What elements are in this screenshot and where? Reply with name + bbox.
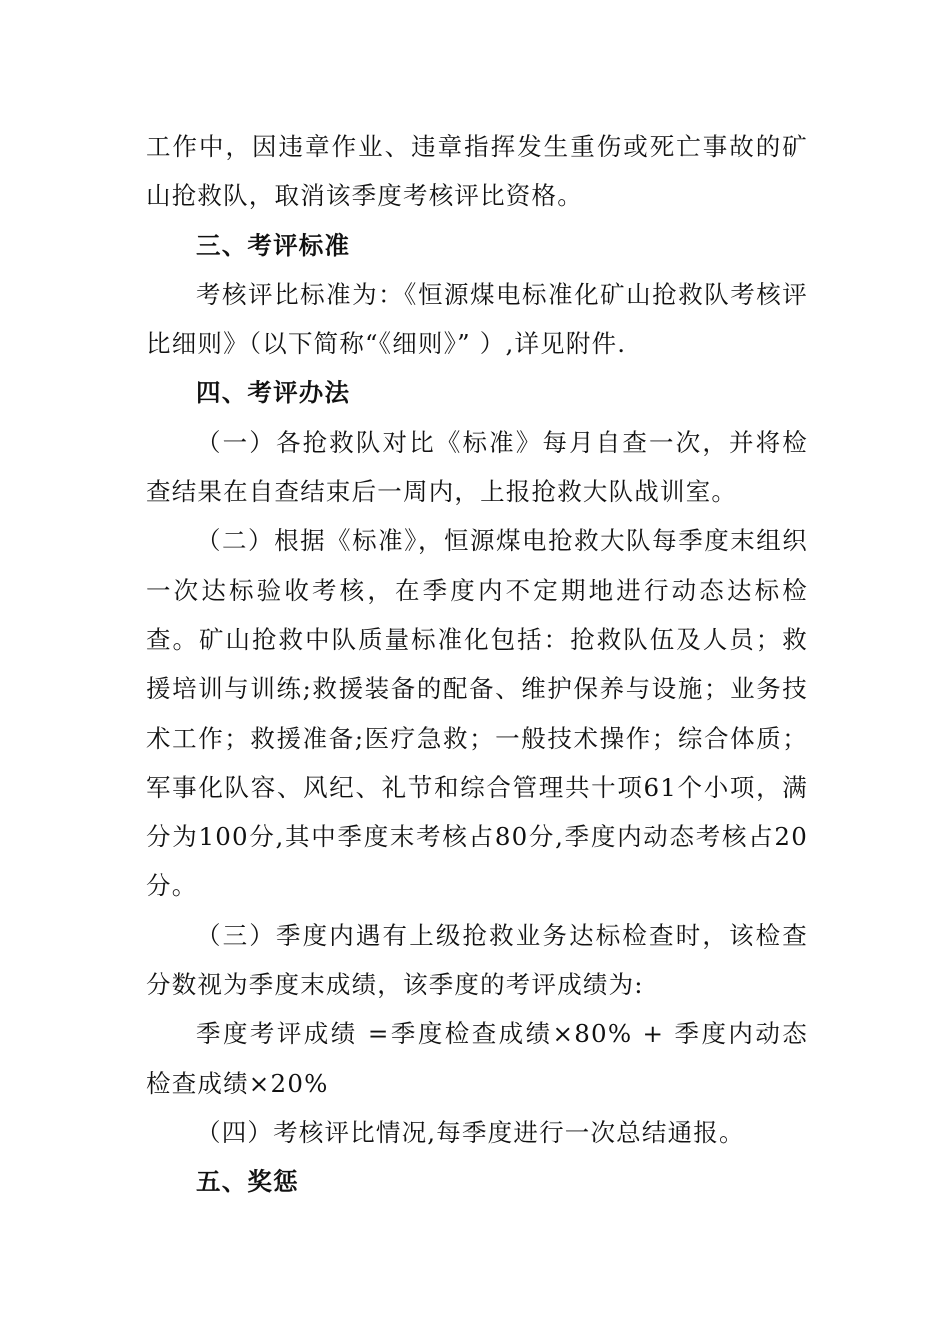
paragraph-standard: 考核评比标准为：《恒源煤电标准化矿山抢救队考核评比细则》（以下简称“《细则》” ）,详见附件.	[146, 279, 808, 359]
paragraph-method-4: （四）考核评比情况,每季度进行一次总结通报。	[196, 1117, 745, 1147]
section-heading-rewards-penalties: 五、奖惩	[196, 1167, 299, 1197]
paragraph-score-formula: 季度考评成绩 =季度检查成绩×80% + 季度内动态检查成绩×20%	[146, 1019, 808, 1098]
paragraph-method-3: （三）季度内遇有上级抢救业务达标检查时，该检查分数视为季度末成绩，该季度的考评成绩为:	[146, 920, 808, 1000]
document-page	[146, 122, 808, 1207]
section-heading-evaluation-method: 四、考评办法	[196, 378, 351, 408]
paragraph-method-1: （一）各抢救队对比《标准》每月自查一次，并将检查结果在自查结束后一周内，上报抢救大队战训室。	[146, 427, 808, 507]
paragraph-disqualification: 工作中，因违章作业、违章指挥发生重伤或死亡事故的矿山抢救队，取消该季度考核评比资格。	[146, 132, 808, 211]
section-heading-evaluation-standard: 三、考评标准	[196, 230, 351, 260]
paragraph-method-2: （二）根据《标准》，恒源煤电抢救大队每季度末组织一次达标验收考核，在季度内不定期地进行动态达标检查。矿山抢救中队质量标准化包括：抢救队伍及人员；救援培训与训练;救援装备的配备、维护保养与设施；业务技术工作；救援准备;医疗急救；一般技术操作；综合体质；军事化队容、风纪、礼节和综合管理共十项61个小项，满分为100分,其中季度末考核占80分,季度内动态考核占20分。	[146, 526, 808, 901]
